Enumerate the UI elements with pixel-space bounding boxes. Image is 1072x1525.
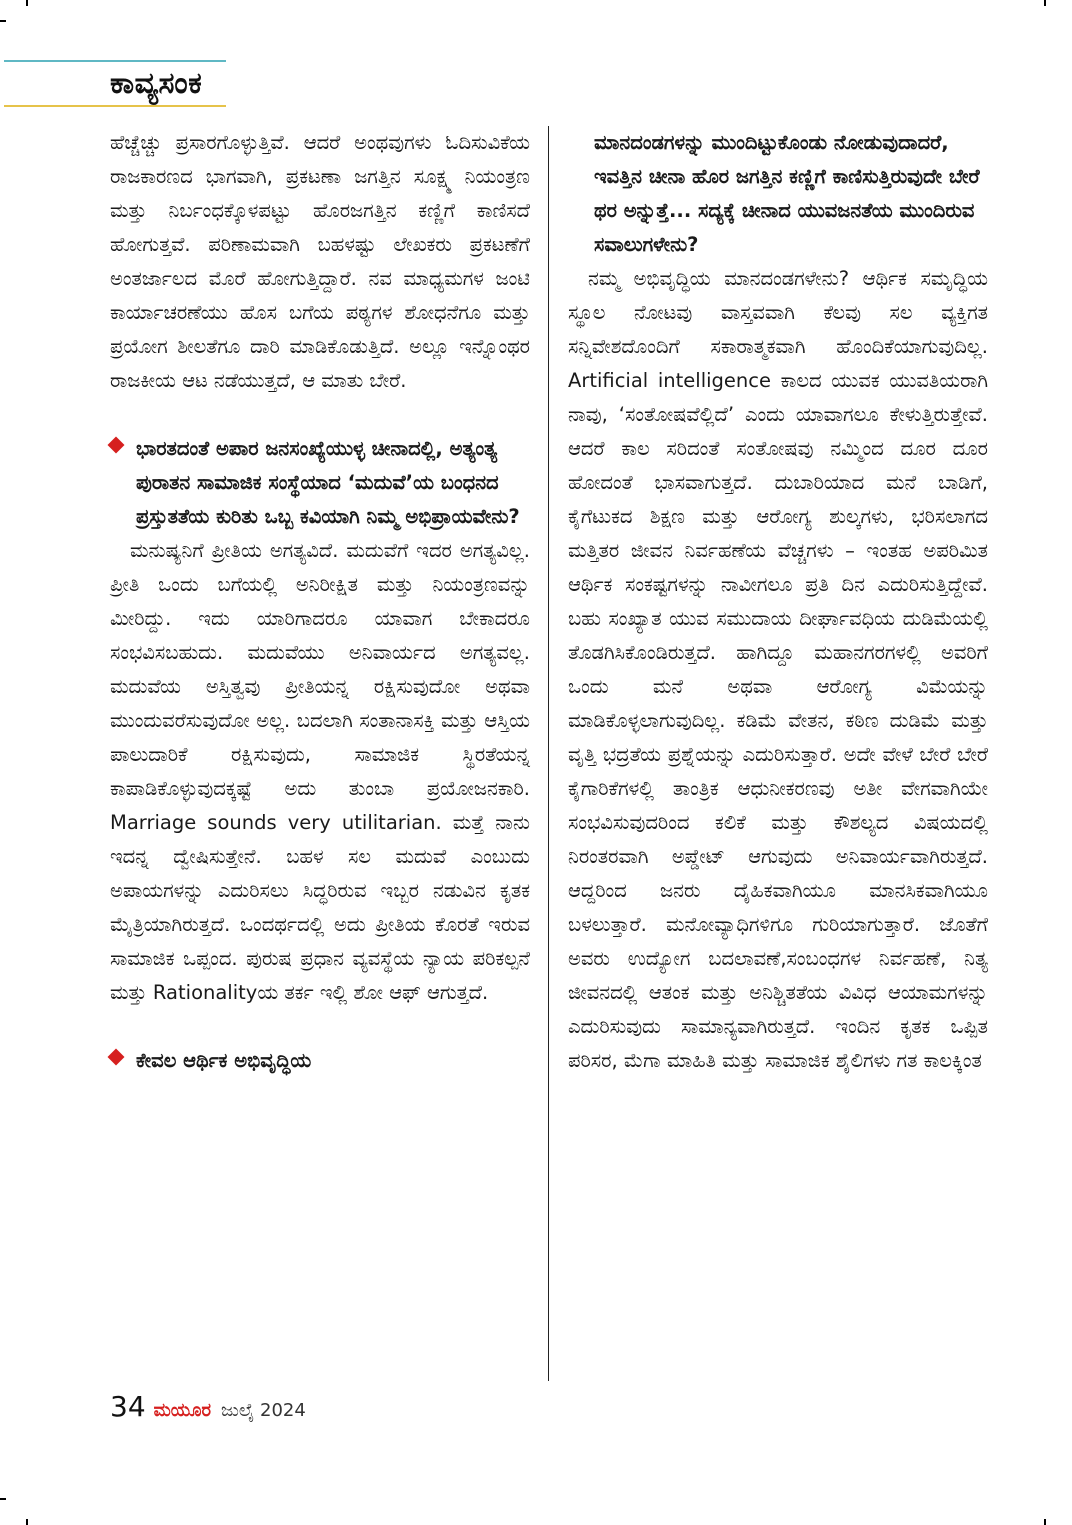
- right-column: [568, 126, 988, 1078]
- question-text: ಭಾರತದಂತೆ ಅಪಾರ ಜನಸಂಖ್ಯೆಯುಳ್ಳ ಚೀನಾದಲ್ಲಿ, ಅತ್ಯಂತ್ಯ ಪುರಾತನ ಸಾಮಾಜಿಕ ಸಂಸ್ಥೆಯಾದ ‘ಮದುವೆ’ಯ ಬಂಧನದ ಪ್ರಸ್ತುತತೆಯ ಕುರಿತು ಒಬ್ಬ ಕವಿಯಾಗಿ ನಿಮ್ಮ ಅಭಿಪ್ರಾಯವೇನು?: [136, 437, 520, 528]
- section-title: ಕಾವ್ಯಸಂಕ: [110, 66, 203, 101]
- diamond-bullet-icon: [108, 437, 125, 454]
- crop-mark: [0, 20, 6, 22]
- answer-paragraph: ನಮ್ಮ ಅಭಿವೃದ್ಧಿಯ ಮಾನದಂಡಗಳೇನು? ಆರ್ಥಿಕ ಸಮೃದ್ಧಿಯ ಸ್ಥೂಲ ನೋಟವು ವಾಸ್ತವವಾಗಿ ಕೆಲವು ಸಲ ವ್ಯಕ್ತಿಗತ ಸನ್ನಿವೇಶದೊಂದಿಗೆ ಸಕಾರಾತ್ಮಕವಾಗಿ ಹೊಂದಿಕೆಯಾಗುವುದಿಲ್ಲ. Artificial intelligence ಕಾಲದ ಯುವಕ ಯುವತಿಯರಾಗಿ ನಾವು, ‘ಸಂತೋಷವೆಲ್ಲಿದೆ’ ಎಂದು ಯಾವಾಗಲೂ ಕೇಳುತ್ತಿರುತ್ತೇವೆ. ಆದರೆ ಕಾಲ ಸರಿದಂತೆ ಸಂತೋಷವು ನಮ್ಮಿಂದ ದೂರ ದೂರ ಹೋದಂತೆ ಭಾಸವಾಗುತ್ತದೆ. ದುಬಾರಿಯಾದ ಮನೆ ಬಾಡಿಗೆ, ಕೈಗೆಟುಕದ ಶಿಕ್ಷಣ ಮತ್ತು ಆರೋಗ್ಯ ಶುಲ್ಕಗಳು, ಭರಿಸಲಾಗದ ಮತ್ತಿತರ ಜೀವನ ನಿರ್ವಹಣೆಯ ವೆಚ್ಚಗಳು – ಇಂತಹ ಅಪರಿಮಿತ ಆರ್ಥಿಕ ಸಂಕಷ್ಟಗಳನ್ನು ನಾವೀಗಲೂ ಪ್ರತಿ ದಿನ ಎದುರಿಸುತ್ತಿದ್ದೇವೆ. ಬಹು ಸಂಖ್ಯಾತ ಯುವ ಸಮುದಾಯ ದೀರ್ಘಾವಧಿಯ ದುಡಿಮೆಯಲ್ಲಿ ತೊಡಗಿಸಿಕೊಂಡಿರುತ್ತದೆ. ಹಾಗಿದ್ದೂ ಮಹಾನಗರಗಳಲ್ಲಿ ಅವರಿಗೆ ಒಂದು ಮನೆ ಅಥವಾ ಆರೋಗ್ಯ ವಿಮೆಯನ್ನು ಮಾಡಿಕೊಳ್ಳಲಾಗುವುದಿಲ್ಲ. ಕಡಿಮೆ ವೇತನ, ಕಠಿಣ ದುಡಿಮೆ ಮತ್ತು ವೃತ್ತಿ ಭದ್ರತೆಯ ಪ್ರಶ್ನೆಯನ್ನು ಎದುರಿಸುತ್ತಾರೆ. ಅದೇ ವೇಳೆ ಬೇರೆ ಬೇರೆ ಕೈಗಾರಿಕೆಗಳಲ್ಲಿ ತಾಂತ್ರಿಕ ಆಧುನೀಕರಣವು ಅತೀ ವೇಗವಾಗಿಯೇ ಸಂಭವಿಸುವುದರಿಂದ ಕಲಿಕೆ ಮತ್ತು ಕೌಶಲ್ಯದ ವಿಷಯದಲ್ಲಿ ನಿರಂತರವಾಗಿ ಅಪ್ಡೇಟ್ ಆಗುವುದು ಅನಿವಾರ್ಯವಾಗಿರುತ್ತದೆ. ಆದ್ದರಿಂದ ಜನರು ದೈಹಿಕವಾಗಿಯೂ ಮಾನಸಿಕವಾಗಿಯೂ ಬಳಲುತ್ತಾರೆ. ಮನೋವ್ಯಾಧಿಗಳಿಗೂ ಗುರಿಯಾಗುತ್ತಾರೆ. ಜೊತೆಗೆ ಅವರು ಉದ್ಯೋಗ ಬದಲಾವಣೆ,ಸಂಬಂಧಗಳ ನಿರ್ವಹಣೆ, ನಿತ್ಯ ಜೀವನದಲ್ಲಿ ಆತಂಕ ಮತ್ತು ಅನಿಶ್ಚಿತತೆಯ ವಿವಿಧ ಆಯಾಮಗಳನ್ನು ಎದುರಿಸುವುದು ಸಾಮಾನ್ಯವಾಗಿರುತ್ತದೆ. ಇಂದಿನ ಕೃತಕ ಒಪ್ಪಿತ ಪರಿಸರ, ಮೆಗಾ ಮಾಹಿತಿ ಮತ್ತು ಸಾಮಾಜಿಕ ಶೈಲಿಗಳು ಗತ ಕಾಲಕ್ಕಿಂತ: [568, 267, 988, 1072]
- answer-paragraph: ಮನುಷ್ಯನಿಗೆ ಪ್ರೀತಿಯ ಅಗತ್ಯವಿದೆ. ಮದುವೆಗೆ ಇದರ ಅಗತ್ಯವಿಲ್ಲ. ಪ್ರೀತಿ ಒಂದು ಬಗೆಯಲ್ಲಿ ಅನಿರೀಕ್ಷಿತ ಮತ್ತು ನಿಯಂತ್ರಣವನ್ನು ಮೀರಿದ್ದು. ಇದು ಯಾರಿಗಾದರೂ ಯಾವಾಗ ಬೇಕಾದರೂ ಸಂಭವಿಸಬಹುದು. ಮದುವೆಯು ಅನಿವಾರ್ಯದ ಅಗತ್ಯವಲ್ಲ. ಮದುವೆಯ ಅಸ್ತಿತ್ವವು ಪ್ರೀತಿಯನ್ನ ರಕ್ಷಿಸುವುದೋ ಅಥವಾ ಮುಂದುವರೆಸುವುದೋ ಅಲ್ಲ. ಬದಲಾಗಿ ಸಂತಾನಾಸಕ್ತಿ ಮತ್ತು ಆಸ್ತಿಯ ಪಾಲುದಾರಿಕೆ ರಕ್ಷಿಸುವುದು, ಸಾಮಾಜಿಕ ಸ್ಥಿರತೆಯನ್ನ ಕಾಪಾಡಿಕೊಳ್ಳುವುದಕ್ಕಷ್ಟೆ ಅದು ತುಂಬಾ ಪ್ರಯೋಜನಕಾರಿ. Marriage sounds very utilitarian. ಮತ್ತೆ ನಾನು ಇದನ್ನ ದ್ವೇಷಿಸುತ್ತೇನೆ. ಬಹಳ ಸಲ ಮದುವೆ ಎಂಬುದು ಅಪಾಯಗಳನ್ನು ಎದುರಿಸಲು ಸಿದ್ಧರಿರುವ ಇಬ್ಬರ ನಡುವಿನ ಕೃತಕ ಮೈತ್ರಿಯಾಗಿರುತ್ತದೆ. ಒಂದರ್ಥದಲ್ಲಿ ಅದು ಪ್ರೀತಿಯ ಕೊರತೆ ಇರುವ ಸಾಮಾಜಿಕ ಒಪ್ಪಂದ. ಪುರುಷ ಪ್ರಧಾನ ವ್ಯವಸ್ಥೆಯ ನ್ಯಾಯ ಪರಿಕಲ್ಪನೆ ಮತ್ತು Rationalityಯ ತರ್ಕ ಇಲ್ಲಿ ಶೋ ಆಫ್ ಆಗುತ್ತದೆ.: [110, 539, 530, 1004]
- question-text: ಕೇವಲ ಆರ್ಥಿಕ ಅಭಿವೃದ್ಧಿಯ: [136, 1049, 312, 1072]
- interview-question: [110, 1044, 530, 1078]
- page-footer: [110, 1390, 306, 1430]
- left-column: [110, 126, 530, 1078]
- header-top-rule: [4, 60, 226, 62]
- header-bottom-rule: [4, 105, 226, 107]
- crop-mark: [0, 1498, 6, 1500]
- crop-mark: [26, 1519, 28, 1525]
- question-continuation: ಮಾನದಂಡಗಳನ್ನು ಮುಂದಿಟ್ಟುಕೊಂಡು ನೋಡುವುದಾದರೆ, ಇವತ್ತಿನ ಚೀನಾ ಹೊರ ಜಗತ್ತಿನ ಕಣ್ಣಿಗೆ ಕಾಣಿಸುತ್ತಿರುವುದೇ ಬೇರೆ ಥರ ಅನ್ನುತ್ತೆ... ಸದ್ಯಕ್ಕೆ ಚೀನಾದ ಯುವಜನತೆಯ ಮುಂದಿರುವ ಸವಾಲುಗಳೇನು?: [594, 131, 980, 256]
- crop-mark: [26, 0, 28, 6]
- magazine-logo: ಮಯೂರ: [153, 1400, 212, 1421]
- diamond-bullet-icon: [108, 1049, 125, 1066]
- page-number: 34: [110, 1390, 146, 1423]
- interview-question: [110, 432, 530, 534]
- column-divider: [548, 126, 549, 1381]
- crop-mark: [1044, 0, 1046, 6]
- issue-date: ಜುಲೈ 2024: [221, 1400, 306, 1421]
- crop-mark: [1044, 1519, 1046, 1525]
- body-paragraph: ಹೆಚ್ಚೆಚ್ಚು ಪ್ರಸಾರಗೊಳ್ಳುತ್ತಿವೆ. ಆದರೆ ಅಂಥವುಗಳು ಓದಿಸುವಿಕೆಯ ರಾಜಕಾರಣದ ಭಾಗವಾಗಿ, ಪ್ರಕಟಣಾ ಜಗತ್ತಿನ ಸೂಕ್ಷ್ಮ ನಿಯಂತ್ರಣ ಮತ್ತು ನಿರ್ಬಂಧಕ್ಕೊಳಪಟ್ಟು ಹೊರಜಗತ್ತಿನ ಕಣ್ಣಿಗೆ ಕಾಣಿಸದೆ ಹೋಗುತ್ತವೆ. ಪರಿಣಾಮವಾಗಿ ಬಹಳಷ್ಟು ಲೇಖಕರು ಪ್ರಕಟಣೆಗೆ ಅಂತರ್ಜಾಲದ ಮೊರೆ ಹೋಗುತ್ತಿದ್ದಾರೆ. ನವ ಮಾಧ್ಯಮಗಳ ಜಂಟಿ ಕಾರ್ಯಾಚರಣೆಯು ಹೊಸ ಬಗೆಯ ಪಠ್ಯಗಳ ಶೋಧನೆಗೂ ಮತ್ತು ಪ್ರಯೋಗ ಶೀಲತೆಗೂ ದಾರಿ ಮಾಡಿಕೊಡುತ್ತಿದೆ. ಅಲ್ಲೂ ಇನ್ನೊಂಥರ ರಾಜಕೀಯ ಆಟ ನಡೆಯುತ್ತದೆ, ಆ ಮಾತು ಬೇರೆ.: [110, 131, 530, 392]
